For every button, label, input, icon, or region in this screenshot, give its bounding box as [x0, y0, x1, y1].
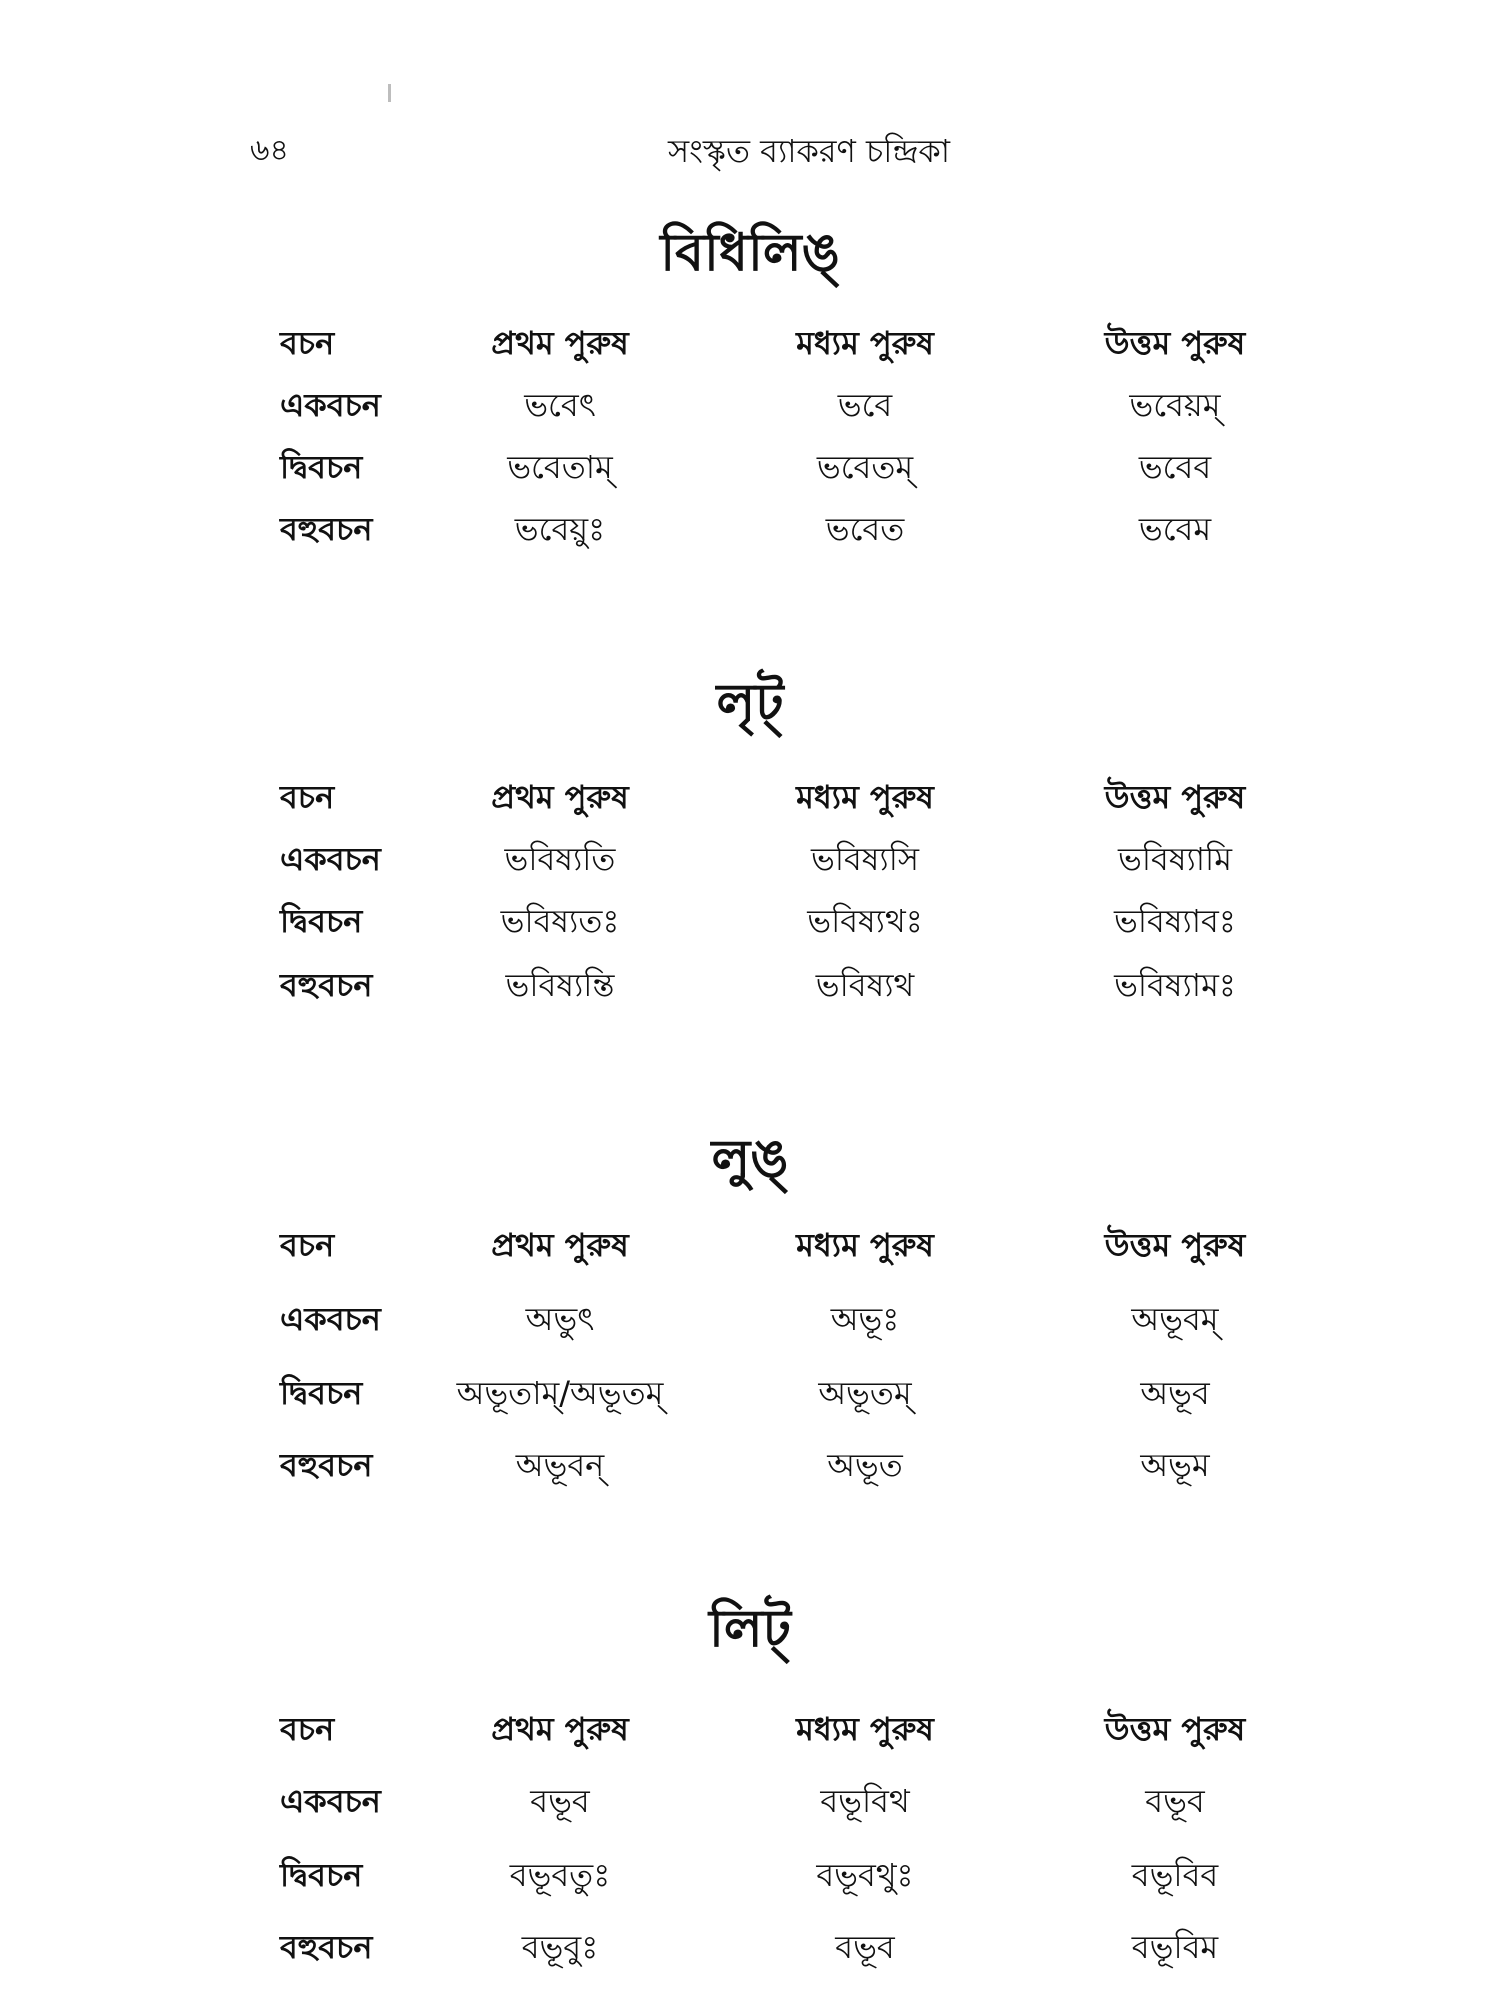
row-label: দ্বিবচন [280, 902, 363, 940]
table-cell: ভবিষ্যামঃ [1114, 966, 1236, 1004]
header-prathama-purusha: প্রথম পুরুষ [491, 1226, 629, 1264]
table-cell: ভবিষ্যাবঃ [1114, 902, 1236, 940]
table-cell: বভূবিব [1131, 1856, 1219, 1894]
row-label: বহুবচন [280, 1446, 373, 1484]
scan-speck [388, 84, 391, 102]
table-cell: বভূবথুঃ [816, 1856, 914, 1894]
header-bachan: বচন [280, 778, 335, 816]
table-row [0, 1294, 1500, 1344]
table-cell: ভবেতম্ [816, 448, 914, 486]
table-row [0, 442, 1500, 492]
table-row [0, 1776, 1500, 1826]
table-row [0, 834, 1500, 884]
section-title: লৃট্ [716, 673, 784, 733]
header-uttama-purusha: উত্তম পুরুষ [1104, 778, 1246, 816]
header-uttama-purusha: উত্তম পুরুষ [1104, 1710, 1246, 1748]
table-cell: বভূব [835, 1928, 895, 1966]
table-cell: বভূবতুঃ [509, 1856, 611, 1894]
table-cell: ভবিষ্যথঃ [807, 902, 923, 940]
table-row [0, 380, 1500, 430]
table-cell: অভূতাম্/অভূতম্ [456, 1374, 664, 1412]
table-cell: ভবেয়ুঃ [514, 510, 606, 548]
section-title: লুঙ্ [711, 1129, 789, 1189]
table-row [0, 504, 1500, 554]
table-cell: ভবেম [1138, 510, 1212, 548]
table-header-row [0, 1220, 1500, 1270]
table-cell: বভূব [530, 1782, 590, 1820]
row-label: একবচন [280, 840, 381, 878]
row-label: বহুবচন [280, 510, 373, 548]
row-label: একবচন [280, 1300, 381, 1338]
header-prathama-purusha: প্রথম পুরুষ [491, 324, 629, 362]
header-bachan: বচন [280, 1226, 335, 1264]
table-cell: ভবিষ্যসি [810, 840, 920, 878]
header-prathama-purusha: প্রথম পুরুষ [491, 1710, 629, 1748]
table-cell: অভূব [1140, 1374, 1210, 1412]
table-cell: ভবিষ্যন্তি [505, 966, 615, 1004]
header-uttama-purusha: উত্তম পুরুষ [1104, 1226, 1246, 1264]
table-cell: বভূবিথ [820, 1782, 910, 1820]
header-madhyama-purusha: মধ্যম পুরুষ [796, 1710, 934, 1748]
table-cell: ভবেব [1138, 448, 1212, 486]
row-label: দ্বিবচন [280, 1374, 363, 1412]
table-cell: অভূত [827, 1446, 903, 1484]
table-cell: ভবেয়ম্ [1129, 386, 1221, 424]
table-cell: অভূম [1140, 1446, 1210, 1484]
table-cell: অভূঃ [830, 1300, 900, 1338]
table-row [0, 1440, 1500, 1490]
table-cell: ভবিষ্যতঃ [500, 902, 620, 940]
header-prathama-purusha: প্রথম পুরুষ [491, 778, 629, 816]
table-row [0, 1368, 1500, 1418]
table-cell: ভবেতাম্ [507, 448, 613, 486]
table-header-row [0, 772, 1500, 822]
header-madhyama-purusha: মধ্যম পুরুষ [796, 324, 934, 362]
table-cell: অভূবন্ [515, 1446, 605, 1484]
table-row [0, 1922, 1500, 1972]
page-number: ৬৪ [250, 133, 289, 168]
table-cell: ভবে [837, 386, 893, 424]
section-title: বিধিলিঙ্ [660, 223, 840, 283]
table-row [0, 896, 1500, 946]
table-cell: ভবেৎ [524, 386, 596, 424]
table-cell: ভবিষ্যথ [815, 966, 915, 1004]
table-cell: অভুৎ [525, 1300, 595, 1338]
table-header-row [0, 1704, 1500, 1754]
header-madhyama-purusha: মধ্যম পুরুষ [796, 778, 934, 816]
section-title: লিট্ [709, 1599, 791, 1659]
table-header-row [0, 318, 1500, 368]
row-label: বহুবচন [280, 1928, 373, 1966]
table-cell: ভবেত [825, 510, 905, 548]
row-label: দ্বিবচন [280, 448, 363, 486]
table-row [0, 960, 1500, 1010]
row-label: দ্বিবচন [280, 1856, 363, 1894]
table-cell: অভূতম্ [818, 1374, 912, 1412]
header-madhyama-purusha: মধ্যম পুরুষ [796, 1226, 934, 1264]
table-cell: বভূবিম [1131, 1928, 1219, 1966]
table-cell: বভূব [1145, 1782, 1205, 1820]
row-label: বহুবচন [280, 966, 373, 1004]
header-bachan: বচন [280, 1710, 335, 1748]
table-cell: ভবিষ্যতি [504, 840, 616, 878]
table-cell: বভূবুঃ [521, 1928, 599, 1966]
row-label: একবচন [280, 1782, 381, 1820]
table-cell: ভবিষ্যামি [1118, 840, 1232, 878]
row-label: একবচন [280, 386, 381, 424]
table-cell: অভূবম্ [1131, 1300, 1219, 1338]
table-row [0, 1850, 1500, 1900]
running-head-book-title: সংস্কৃত ব্যাকরণ চন্দ্রিকা [668, 132, 951, 170]
header-uttama-purusha: উত্তম পুরুষ [1104, 324, 1246, 362]
header-bachan: বচন [280, 324, 335, 362]
